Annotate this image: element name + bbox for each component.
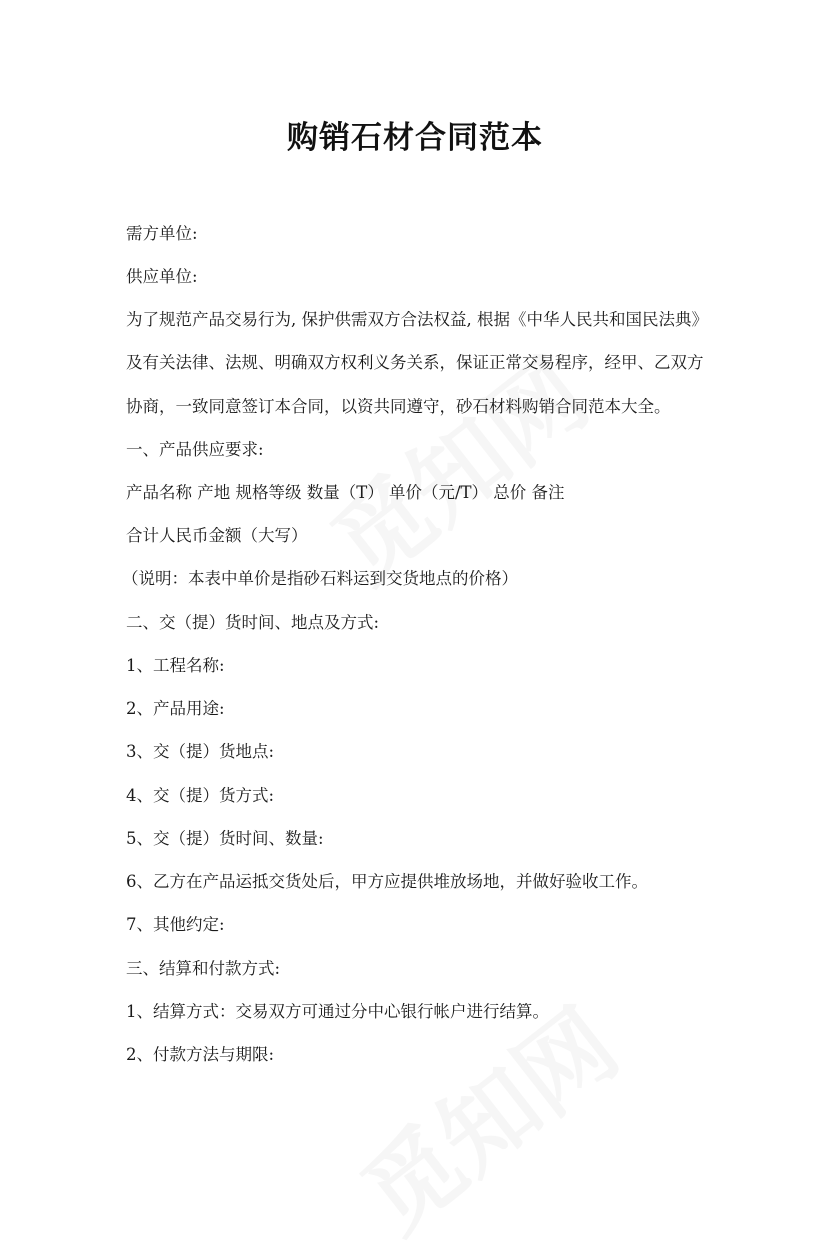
supplier-unit-line: 供应单位: <box>126 267 198 286</box>
item-project-name: 1、工程名称: <box>126 656 225 675</box>
item-payment-terms: 2、付款方法与期限: <box>126 1045 275 1064</box>
section-1-heading: 一、产品供应要求: <box>126 440 264 459</box>
intro-paragraph-line-2: 及有关法律、法规、明确双方权利义务关系，保证正常交易程序，经甲、乙双方 <box>126 353 704 372</box>
price-note-line: （说明：本表中单价是指砂石料运到交货地点的价格） <box>122 569 518 588</box>
item-delivery-method: 4、交（提）货方式: <box>126 786 275 805</box>
section-2-heading: 二、交（提）货时间、地点及方式: <box>126 613 380 632</box>
item-settlement-method: 1、结算方式：交易双方可通过分中心银行帐户进行结算。 <box>126 1002 549 1021</box>
total-amount-line: 合计人民币金额（大写） <box>126 526 308 545</box>
document-title: 购销石材合同范本 <box>287 120 543 156</box>
buyer-unit-line: 需方单位: <box>126 224 198 243</box>
item-delivery-time: 5、交（提）货时间、数量: <box>126 829 324 848</box>
section-3-heading: 三、结算和付款方式: <box>126 959 281 978</box>
item-product-use: 2、产品用途: <box>126 699 225 718</box>
product-table-header: 产品名称 产地 规格等级 数量（T） 单价（元/T） 总价 备注 <box>126 483 565 502</box>
intro-paragraph-line-3: 协商，一致同意签订本合同，以资共同遵守，砂石材料购销合同范本大全。 <box>126 397 671 416</box>
item-other-terms: 7、其他约定: <box>126 915 225 934</box>
item-acceptance: 6、乙方在产品运抵交货处后，甲方应提供堆放场地，并做好验收工作。 <box>126 872 648 891</box>
item-delivery-location: 3、交（提）货地点: <box>126 742 275 761</box>
intro-paragraph-line-1: 为了规范产品交易行为, 保护供需双方合法权益, 根据《中华人民共和国民法典》 <box>126 310 708 329</box>
